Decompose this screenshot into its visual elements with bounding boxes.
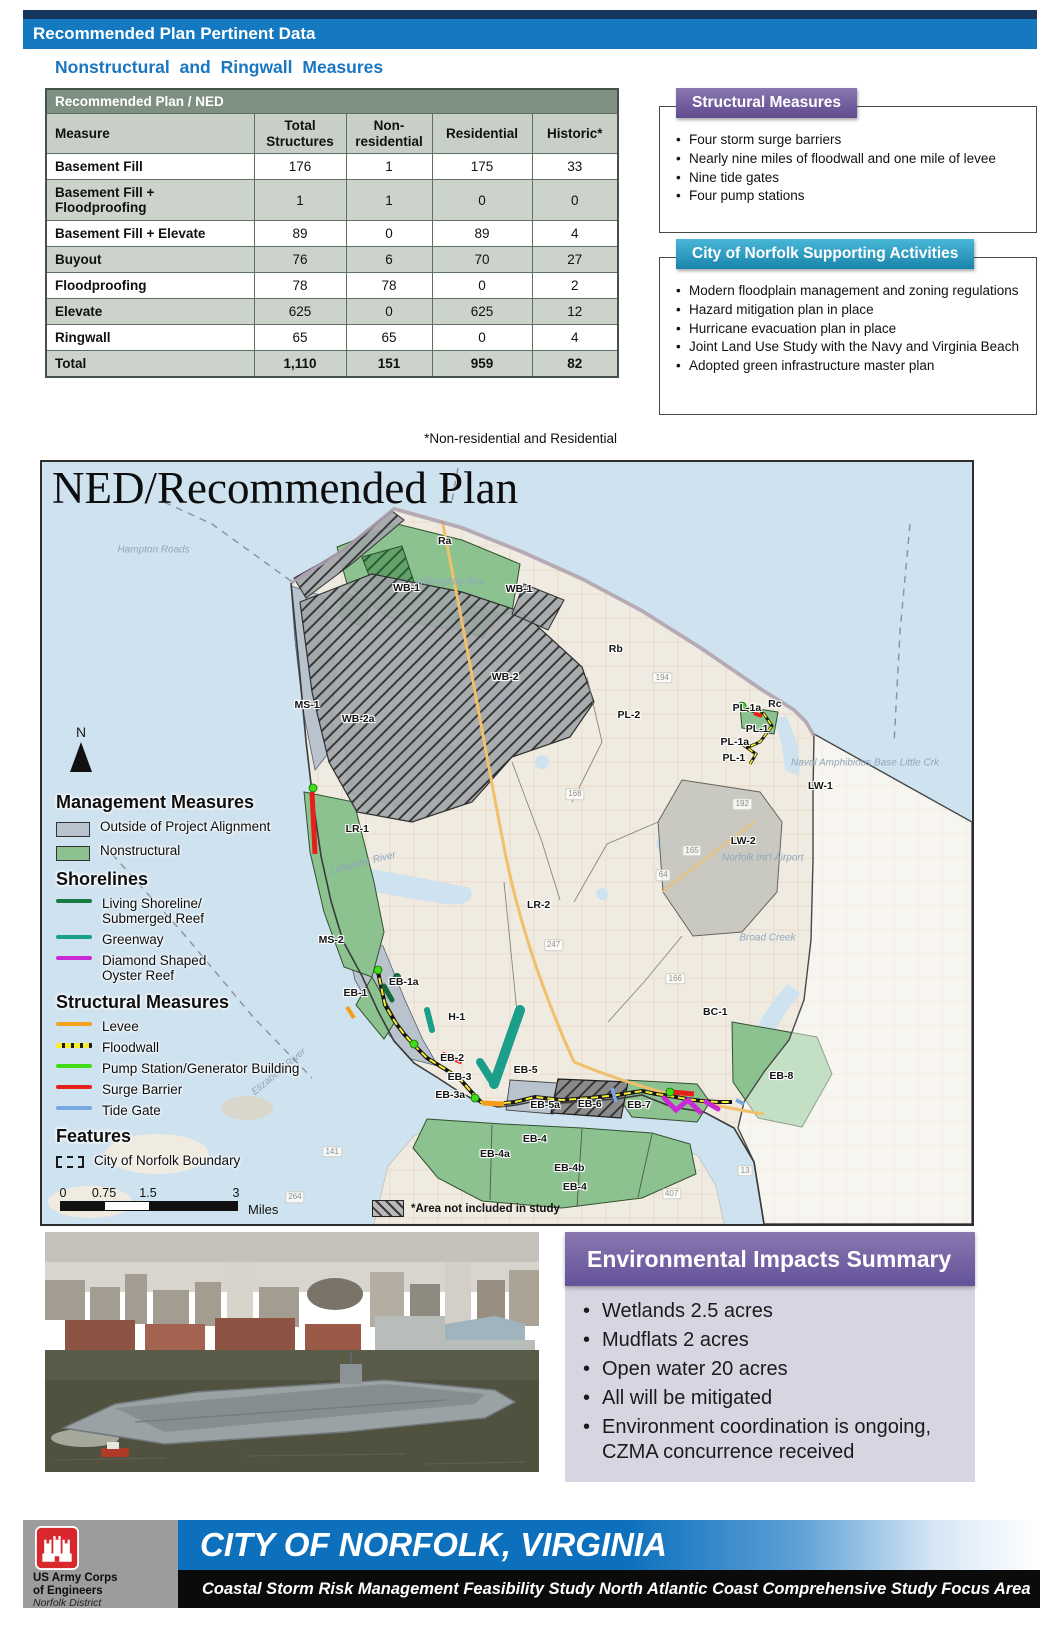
- map-water-label: Naval Amphibious Base Little Crk: [791, 757, 940, 769]
- value-cell: 82: [532, 351, 618, 378]
- measure-cell: Basement Fill + Floodproofing: [46, 180, 254, 221]
- structural-list: [660, 107, 1036, 204]
- scale-ticks: [60, 1186, 390, 1201]
- map-area-label: Rb: [608, 642, 623, 655]
- legend-label: Nonstructural: [100, 843, 181, 858]
- bullet-item: • Four storm surge barriers: [674, 132, 1028, 148]
- usace-logo-block: [23, 1520, 178, 1608]
- legend-label: City of Norfolk Boundary: [94, 1153, 241, 1169]
- road-shield-label: 247: [544, 939, 563, 951]
- value-cell: 151: [346, 351, 432, 378]
- legend-item: [56, 896, 312, 926]
- line-darkgreen-swatch-icon: [56, 899, 92, 903]
- scale-tick: 3: [232, 1186, 240, 1200]
- map-area-label: EB-4: [522, 1132, 547, 1145]
- map-area-label: EB-5: [513, 1064, 538, 1077]
- bullet-item: • Four pump stations: [674, 188, 1028, 204]
- table-title-row: [46, 89, 618, 114]
- value-cell: 625: [254, 299, 346, 325]
- map-area-label: MS-2: [318, 933, 344, 946]
- bullet-item: • Modern floodplain management and zoning regulations: [674, 283, 1028, 299]
- map-area-label: EB-4b: [554, 1162, 585, 1175]
- value-cell: 2: [532, 273, 618, 299]
- supporting-list: [660, 258, 1036, 374]
- map-area-label: PL-1: [722, 751, 746, 764]
- footer-study-band: [178, 1570, 1040, 1608]
- table-row: [46, 221, 618, 247]
- table-row: [46, 299, 618, 325]
- line-red-swatch-icon: [56, 1085, 92, 1089]
- value-cell: 33: [532, 154, 618, 180]
- value-cell: 12: [532, 299, 618, 325]
- road-shield-label: 13: [738, 1165, 753, 1177]
- legend-item: [56, 843, 312, 861]
- value-cell: 0: [432, 325, 532, 351]
- legend-label: Living Shoreline/ Submerged Reef: [102, 896, 205, 927]
- legend-header: Structural Measures: [56, 991, 230, 1012]
- usace-org-text: [33, 1572, 178, 1610]
- map-area-label: PL-2: [617, 708, 641, 721]
- scale-unit: Miles: [248, 1202, 279, 1217]
- value-cell: 70: [432, 247, 532, 273]
- photo-illustration: [45, 1232, 539, 1472]
- scale-tick: 0.75: [91, 1186, 117, 1200]
- map-area-label: EB-5a: [530, 1099, 561, 1112]
- measure-cell: Buyout: [46, 247, 254, 273]
- legend-label: Greenway: [102, 932, 164, 948]
- map-area-label: EB-4a: [480, 1147, 510, 1160]
- legend-item: [56, 932, 312, 947]
- line-blue-swatch-icon: [56, 1106, 92, 1110]
- box-gray-swatch-icon: [56, 822, 90, 837]
- map-area-label: PL-1a: [732, 702, 762, 715]
- bullet-item: • Nearly nine miles of floodwall and one mile of levee: [674, 151, 1028, 167]
- legend-item: [56, 1019, 312, 1034]
- legend-item: [56, 819, 312, 837]
- structural-measures-header: Structural Measures: [676, 88, 857, 118]
- map-area-label: WB-1: [505, 583, 533, 596]
- road-shield-label: 407: [662, 1188, 681, 1200]
- value-cell: 0: [432, 180, 532, 221]
- col-historic: Historic*: [532, 114, 618, 154]
- org-line2: of Engineers: [33, 1584, 103, 1597]
- bullet-item: • Open water 20 acres: [579, 1357, 965, 1382]
- road-shield-label: 166: [666, 973, 685, 985]
- usace-castle-icon: [35, 1526, 79, 1570]
- bullet-item: • All will be mitigated: [579, 1386, 965, 1411]
- legend-label: Floodwall: [102, 1039, 160, 1055]
- footer-city-band: [178, 1520, 1040, 1570]
- footer-banner: [23, 1520, 1040, 1608]
- road-shield-label: 168: [565, 788, 584, 800]
- measures-table: [45, 88, 619, 378]
- value-cell: 176: [254, 154, 346, 180]
- col-measure: Measure: [46, 114, 254, 154]
- value-cell: 959: [432, 351, 532, 378]
- bullet-item: • Mudflats 2 acres: [579, 1328, 965, 1353]
- legend-item: [56, 1040, 312, 1055]
- north-arrow-icon: [70, 742, 92, 772]
- legend-item: [56, 1153, 312, 1168]
- table-row: [46, 180, 618, 221]
- section-heading: Nonstructural and Ringwall Measures: [55, 57, 384, 77]
- value-cell: 0: [532, 180, 618, 221]
- map-area-label: EB-4: [562, 1180, 587, 1193]
- org-line1: US Army Corps: [33, 1572, 118, 1584]
- value-cell: 625: [432, 299, 532, 325]
- map-water-label: Hampton Roads: [117, 544, 190, 556]
- road-shield-label: 192: [733, 798, 752, 810]
- table-row: [46, 247, 618, 273]
- map-water-label: Broad Creek: [739, 932, 796, 944]
- legend-header: Features: [56, 1126, 132, 1147]
- road-shield-label: 194: [653, 672, 672, 684]
- value-cell: 78: [346, 273, 432, 299]
- road-shield-label: 64: [656, 869, 671, 881]
- map-area-label: EB-8: [769, 1070, 794, 1083]
- table-row: [46, 273, 618, 299]
- bullet-item: • Wetlands 2.5 acres: [579, 1299, 965, 1324]
- bullet-item: • Joint Land Use Study with the Navy and Virginia Beach: [674, 339, 1028, 355]
- supporting-activities-box: [659, 245, 1037, 415]
- value-cell: 4: [532, 221, 618, 247]
- value-cell: 78: [254, 273, 346, 299]
- bullet-item: • Nine tide gates: [674, 170, 1028, 186]
- legend-label: Tide Gate: [102, 1102, 161, 1118]
- map-area-label: EB-1: [343, 987, 368, 1000]
- legend-header: Management Measures: [56, 792, 255, 812]
- map-area-label: Rc: [768, 698, 782, 711]
- map-area-label: MS-1: [294, 699, 320, 712]
- slide-title-bar: Recommended Plan Pertinent Data: [23, 19, 1037, 49]
- table-footnote: *Non-residential and Residential: [424, 431, 617, 446]
- structural-measures-box: [659, 94, 1037, 233]
- map-area-label: WB-1: [393, 581, 420, 594]
- line-magenta-swatch-icon: [56, 956, 92, 960]
- north-label: N: [75, 724, 87, 740]
- map-area-label: EB-1a: [388, 975, 419, 988]
- value-cell: 6: [346, 247, 432, 273]
- value-cell: 89: [254, 221, 346, 247]
- map-area-label: EB-3a: [435, 1089, 466, 1102]
- value-cell: 0: [346, 221, 432, 247]
- map-water-label: Lafayette River: [328, 849, 397, 877]
- measure-cell: Floodproofing: [46, 273, 254, 299]
- bullet-item: • Adopted green infrastructure master plan: [674, 358, 1028, 374]
- value-cell: 65: [254, 325, 346, 351]
- legend-item: [56, 1061, 312, 1076]
- environmental-impacts-header: Environmental Impacts Summary: [565, 1232, 975, 1286]
- measure-cell: Elevate: [46, 299, 254, 325]
- line-brightgreen-swatch-icon: [56, 1064, 92, 1068]
- value-cell: 0: [432, 273, 532, 299]
- legend-header: Shorelines: [56, 869, 149, 889]
- map-area-label: LW-2: [730, 834, 756, 847]
- map-water-label: Norfolk Int'l Airport: [721, 852, 804, 864]
- table-total-row: [46, 351, 618, 378]
- value-cell: 76: [254, 247, 346, 273]
- map-legend: [56, 784, 312, 1174]
- map-area-label: EB-2: [440, 1051, 465, 1064]
- measures-table-body: [46, 154, 618, 378]
- map-area-label: EB-6: [577, 1098, 602, 1111]
- measure-cell: Basement Fill + Elevate: [46, 221, 254, 247]
- scale-tick: 1.5: [139, 1186, 157, 1200]
- map-area-label: LR-1: [345, 823, 369, 836]
- col-total-structures: Total Structures: [254, 114, 346, 154]
- legend-label: Diamond Shaped Oyster Reef: [102, 953, 207, 984]
- line-floodwall-swatch-icon: [56, 1043, 92, 1048]
- scale-bar: [60, 1201, 238, 1211]
- map-area-label: WB-2: [491, 670, 519, 683]
- map-area-label: PL-1a: [720, 735, 750, 748]
- map-area-label: Ra: [437, 535, 452, 548]
- top-navy-strip: [23, 10, 1037, 19]
- legend-label: Surge Barrier: [102, 1081, 183, 1097]
- value-cell: 1: [346, 180, 432, 221]
- value-cell: 0: [346, 299, 432, 325]
- north-arrow: [66, 724, 96, 772]
- environmental-impacts-box: [565, 1232, 975, 1482]
- measure-cell: Total: [46, 351, 254, 378]
- road-shield-label: 141: [322, 1146, 341, 1158]
- map-area-label: LR-2: [526, 899, 551, 912]
- ned-plan-map: [40, 460, 974, 1226]
- col-non-residential: Non-residential: [346, 114, 432, 154]
- legend-item: [56, 1082, 312, 1097]
- org-district: Norfolk District: [33, 1596, 102, 1609]
- map-area-label: EB-7: [627, 1099, 652, 1112]
- value-cell: 89: [432, 221, 532, 247]
- map-area-label: WB-2a: [341, 712, 375, 725]
- value-cell: 4: [532, 325, 618, 351]
- box-green-swatch-icon: [56, 846, 90, 861]
- map-water-label: Willoughby Bay: [414, 576, 484, 588]
- map-area-label: PL-1: [745, 722, 769, 735]
- line-orange-swatch-icon: [56, 1022, 92, 1026]
- value-cell: 175: [432, 154, 532, 180]
- line-teal-swatch-icon: [56, 935, 92, 939]
- value-cell: 65: [346, 325, 432, 351]
- map-title: NED/Recommended Plan: [52, 463, 519, 513]
- footer-city-title: CITY OF NORFOLK, VIRGINIA: [200, 1526, 667, 1563]
- map-scalebar: [60, 1186, 390, 1222]
- hatch-swatch-icon: [372, 1200, 404, 1217]
- value-cell: 27: [532, 247, 618, 273]
- measure-cell: Basement Fill: [46, 154, 254, 180]
- map-area-label: BC-1: [703, 1006, 728, 1019]
- col-residential: Residential: [432, 114, 532, 154]
- measure-cell: Ringwall: [46, 325, 254, 351]
- bullet-item: • Environment coordination is ongoing, CZMA concurrence received: [579, 1415, 965, 1465]
- legend-item: [56, 1103, 312, 1118]
- bullet-item: • Hurricane evacuation plan in place: [674, 321, 1028, 337]
- map-area-label: H-1: [448, 1010, 466, 1023]
- road-shield-label: 264: [285, 1192, 304, 1204]
- road-shield-label: 165: [682, 845, 701, 857]
- table-header-row: [46, 114, 618, 154]
- scale-tick: 0: [59, 1186, 67, 1200]
- boundary-swatch-icon: [56, 1156, 84, 1168]
- value-cell: 1: [254, 180, 346, 221]
- map-area-label: LW-1: [807, 779, 833, 792]
- value-cell: 1,110: [254, 351, 346, 378]
- bullet-item: • Hazard mitigation plan in place: [674, 302, 1028, 318]
- table-row: [46, 325, 618, 351]
- not-in-study-note: [372, 1200, 560, 1217]
- legend-label: Pump Station/Generator Building: [102, 1060, 300, 1076]
- value-cell: 1: [346, 154, 432, 180]
- legend-label: Outside of Project Alignment: [100, 819, 271, 834]
- norfolk-photo: [45, 1232, 539, 1472]
- legend-item: [56, 953, 312, 983]
- not-in-study-label: *Area not included in study: [411, 1202, 560, 1215]
- measures-table-wrap: [45, 88, 617, 378]
- legend-label: Levee: [102, 1018, 139, 1034]
- supporting-activities-header: City of Norfolk Supporting Activities: [676, 239, 974, 269]
- map-water-label: Elizabeth River: [249, 1045, 309, 1098]
- table-row: [46, 154, 618, 180]
- environment-list: [565, 1286, 975, 1465]
- map-area-label: EB-3: [447, 1070, 472, 1083]
- table-title: Recommended Plan / NED: [46, 89, 618, 114]
- footer-study-title: Coastal Storm Risk Management Feasibility Study North Atlantic Coast Comprehensive Study Focus Area: [202, 1580, 1031, 1598]
